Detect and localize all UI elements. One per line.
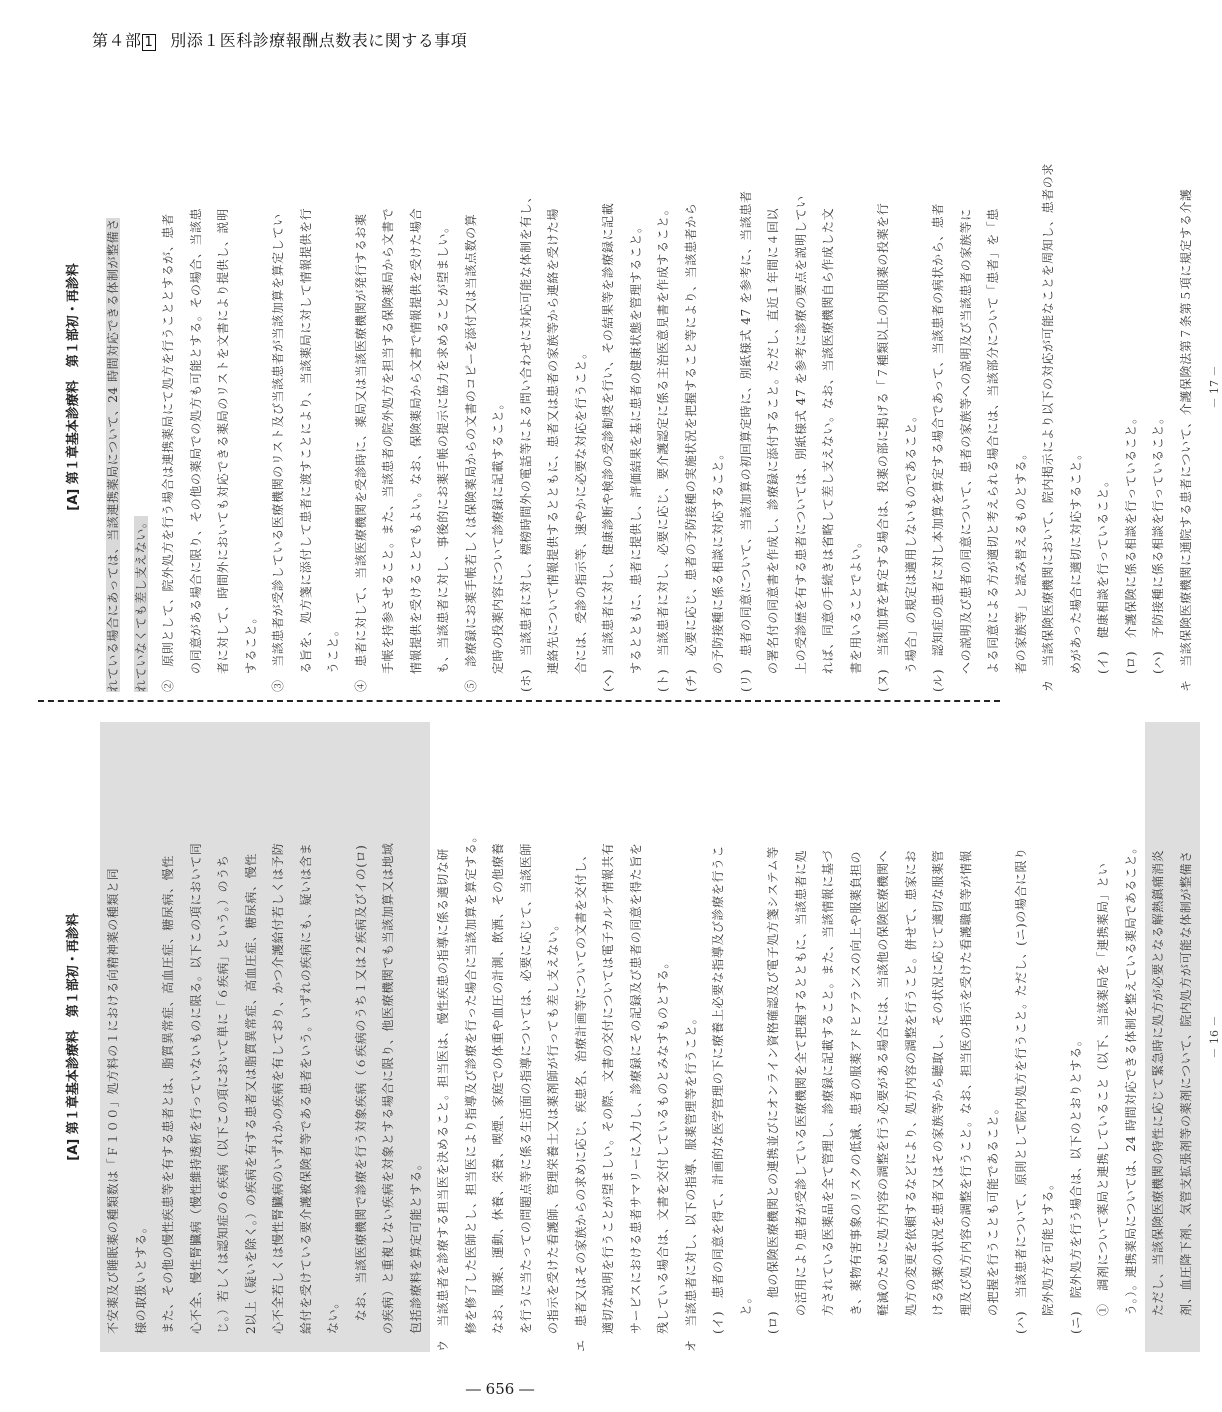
- text-line: [375, 722, 403, 1352]
- line-text: (リ) 患者の同意について、当該加算の初回算定時に、別紙様式 47 を参考に、当該患者: [738, 190, 753, 692]
- text-line: [623, 82, 651, 692]
- line-text: の同意がある場合に限り、その他の薬局での処方も可能とする。その場合、当該患: [188, 207, 203, 674]
- line-text: の疾病）と重複しない疾病を対象とする場合に限り、他医療機関でも当該加算又は地域: [381, 842, 395, 1334]
- line-text: 様の取扱いとする。: [133, 1220, 148, 1334]
- line-text: 者に対して、時間外においても対応できる薬局のリストを文書により提供し、説明: [216, 208, 230, 674]
- text-line: [870, 722, 898, 1352]
- text-line: [513, 722, 541, 1352]
- text-line: [265, 82, 293, 692]
- page-label: － 16 －: [1208, 1015, 1221, 1059]
- text-line: [210, 82, 238, 692]
- line-text: 給付を受けている要介護被保険者等である患者をいう。いずれの疾病にも、疑いは含ま: [298, 842, 313, 1334]
- text-line: [843, 82, 871, 692]
- line-text: 方されている医薬品を全て管理し、診療録に記載すること。また、当該情報に基づ: [821, 849, 835, 1316]
- text-line: [953, 722, 981, 1352]
- text-line: [815, 722, 843, 1352]
- text-line: [210, 722, 238, 1352]
- line-text: 不安薬及び睡眠薬の種類数は「Ｆ１００」処方料の１における向精神薬の種類と同: [106, 867, 120, 1334]
- line-text: キ 当該保険医療機関に通院する患者について、介護保険法第７条第５項に規定する介護: [1178, 188, 1193, 692]
- line-text: れば、同意の手続きは省略して差し支えない。なお、当該医療機関自ら作成した文: [821, 207, 835, 674]
- text-line: [238, 722, 266, 1352]
- text-line: [898, 722, 926, 1352]
- line-text: (ニ) 院外処方を行う場合は、以下のとおりとする。: [1068, 1033, 1083, 1334]
- text-line: [1063, 722, 1091, 1352]
- text-line: [568, 722, 596, 1352]
- line-text: ⑤ 診療録にお薬手帳若しくは保険薬局からの文書のコピーを添付又は当該点数の算: [463, 213, 478, 692]
- line-text: 包括診療料を算定可能とする。: [408, 1157, 423, 1334]
- line-text: う。）。連携薬局については、24 時間対応できる体制を整えている薬局であること。: [1123, 841, 1138, 1316]
- line-text: よる同意による方が適切と考えられる場合には、当該部分について「患者」を「患: [986, 208, 1000, 674]
- text-line: [183, 722, 211, 1352]
- text-line: [155, 722, 183, 1352]
- line-text: (イ) 患者の同意を得て、計画的な医学管理の下に療養上必要な指導及び診療を行うこ: [711, 844, 725, 1334]
- line-text: う場合」の規定は適用しないものであること。: [903, 409, 918, 674]
- text-line: [623, 722, 651, 1352]
- text-line: [348, 722, 376, 1352]
- text-line: [128, 82, 156, 692]
- text-line: [1173, 82, 1201, 692]
- line-text: への説明及び患者の同意について、患者の家族等への説明及び当該患者の家族等に: [958, 208, 973, 674]
- text-line: [320, 722, 348, 1352]
- line-text: めがあった場合に適切に対応すること。: [1068, 447, 1083, 674]
- line-text: 理及び処方内容の調整を行うこと。なお、担当医の指示を受けた看護職員等が情報: [958, 849, 973, 1316]
- text-line: [183, 82, 211, 692]
- line-text: る旨を、処方箋に添付して患者に渡すことにより、当該薬局に対して情報提供を行: [298, 207, 313, 674]
- text-line: [1035, 82, 1063, 692]
- line-text: 合には、受診の指示等、速やかに必要な対応を行うこと。: [573, 346, 588, 674]
- text-line: [458, 722, 486, 1352]
- line-text: オ 当該患者に対し、以下の指導、服薬管理等を行うこと。: [683, 1011, 698, 1352]
- line-text: なお、服薬、運動、休養、栄養、喫煙、家庭での体重や血圧の計測、飲酒、その他療養: [491, 842, 505, 1334]
- line-text: (ヌ) 当該加算を算定する場合は、投薬の部に掲げる「７種類以上の内服薬の投薬を行: [876, 202, 890, 692]
- text-line: [155, 82, 183, 692]
- text-line: [980, 722, 1008, 1352]
- line-text: 剤、血圧降下剤、気管支拡張剤等の薬剤について、院内処方が可能な体制が整備さ: [1178, 850, 1193, 1316]
- line-text: の把握を行うことも可能であること。: [986, 1101, 1000, 1316]
- text-line: [760, 722, 788, 1352]
- text-line: [1145, 82, 1173, 692]
- line-text: 心不全、慢性腎臓病（慢性維持透析を行っていないものに限る。以下この項において同: [188, 842, 203, 1334]
- text-line: [788, 722, 816, 1352]
- text-line: [100, 722, 128, 1352]
- text-line: [595, 722, 623, 1352]
- text-line: [705, 722, 733, 1352]
- line-text: 心不全若しくは慢性腎臓病のいずれかの疾病を有しており、かつ介護給付若しくは予防: [271, 842, 285, 1334]
- line-text: れている場合にあっては、当該連携薬局について、24 時間対応できる体制が整備さ: [106, 218, 120, 692]
- text-line: [595, 82, 623, 692]
- text-line: [1035, 722, 1063, 1352]
- line-text: (イ) 健康相談を行っていること。: [1096, 474, 1110, 674]
- line-text: と。: [738, 1290, 753, 1316]
- line-text: 書を用いることでよい。: [848, 535, 863, 674]
- line-text: の活用により患者が受診している医療機関を全て把握するとともに、当該患者に処: [793, 849, 808, 1316]
- line-text: の予防接種に係る相談に対応すること。: [711, 447, 725, 674]
- text-line: [540, 722, 568, 1352]
- line-text: (へ) 当該患者に対し、健康診断や検診の受診勧奨を行い、その結果等を診療録に記載: [601, 202, 615, 692]
- text-line: [870, 82, 898, 692]
- text-line: [925, 722, 953, 1352]
- page-divider: [38, 700, 1000, 702]
- text-line: [100, 82, 128, 692]
- text-line: [540, 82, 568, 692]
- line-text: (ハ) 当該患者について、原則として院内処方を行うこと。ただし、(ニ)の場合に限り: [1013, 847, 1028, 1334]
- text-line: [348, 82, 376, 692]
- line-text: 手帳を持参させること。また、当該患者の院外処方を担当する保険薬局から文書で: [381, 207, 395, 674]
- line-text: 修を修了した医師とし、担当医により指導及び診療を行った場合に当該加算を算定する。: [463, 829, 478, 1334]
- text-line: [1008, 82, 1036, 692]
- text-line: [843, 722, 871, 1352]
- line-text: を行うに当たっての問題点等に係る生活面の指導については、必要に応じて、当該医師: [518, 843, 533, 1334]
- text-line: [293, 82, 321, 692]
- line-text: カ 当該保険医療機関において、院内掲示により以下の対応が可能なことを周知し、患者の求: [1041, 163, 1055, 692]
- line-text: 者の家族等」と読み替えるものとする。: [1013, 447, 1028, 674]
- line-text: (チ) 必要に応じ、患者の予防接種の実施状況を把握すること等により、当該患者から: [683, 202, 698, 692]
- line-text: 処方の変更を依頼するなどにより、処方内容の調整を行うこと。併せて、患家にお: [903, 850, 918, 1316]
- text-line: [1173, 722, 1201, 1352]
- line-text: 適切な説明を行うことが望ましい。その際、文書の交付については電子カルテ情報共有: [601, 842, 615, 1334]
- line-text: (ル) 認知症の患者に対し本加算を算定する場合であって、当該患者の病状から、患者: [931, 202, 945, 692]
- line-text: 連絡先について情報提供するとともに、患者又は患者の家族等から連絡を受けた場: [546, 208, 560, 674]
- page-number: ― 656 ―: [465, 1380, 535, 1398]
- text-line: [788, 82, 816, 692]
- line-text: れていなくても差し支えない。: [133, 515, 148, 692]
- text-line: [238, 82, 266, 692]
- text-line: [925, 82, 953, 692]
- line-text: サービスにおける患者サマリーに入力し、診療録にその記録及び患者の同意を得た旨を: [628, 842, 643, 1334]
- line-text: ける残薬の状況を患者又はその家族等から聴取し、その状況に応じて適切な服薬管: [931, 849, 945, 1316]
- line-text: ① 調剤について薬局と連携していること（以下、当該薬局を「連携薬局」とい: [1096, 862, 1110, 1316]
- text-line: [128, 722, 156, 1352]
- text-line: [650, 722, 678, 1352]
- text-line: [980, 82, 1008, 692]
- line-text: の指示を受けた看護師、管理栄養士又は薬剤師が行っても差し支えない。: [546, 918, 560, 1334]
- text-line: [678, 722, 706, 1352]
- page-body: [100, 722, 1200, 1352]
- text-line: [458, 82, 486, 692]
- line-text: ③ 当該患者が受診している医療機関のリスト及び当該患者が当該加算を算定してい: [271, 213, 285, 692]
- page-title: [A] 第１章基本診療料 第１部初・再診料: [66, 263, 81, 511]
- line-text: また、その他の慢性疾患等を有する患者とは、脂質異常症、高血圧症、糖尿病、慢性: [161, 855, 175, 1334]
- line-text: エ 患者又はその家族からの求めに応じ、疾患名、治療計画等についての文書を交付し、: [573, 848, 588, 1352]
- line-text: (ト) 当該患者に対し、必要に応じ、要介護認定に係る主治医意見書を作成すること。: [656, 202, 670, 692]
- line-text: (ハ) 予防接種に係る相談を行っていること。: [1151, 411, 1165, 674]
- text-line: [678, 82, 706, 692]
- text-line: [430, 722, 458, 1352]
- line-text: の署名付の同意書を作成し、診療録に添付すること。ただし、直近１年間に４回以: [766, 207, 780, 674]
- header-title: 別添１医科診療報酬点数表に関する事項: [170, 31, 468, 50]
- text-line: [815, 82, 843, 692]
- line-text: 定時の投薬内容について診療録に記載すること。: [491, 397, 505, 674]
- text-line: [293, 722, 321, 1352]
- text-line: [1118, 722, 1146, 1352]
- text-line: [403, 82, 431, 692]
- text-line: [265, 722, 293, 1352]
- part-label: 第４部: [92, 31, 142, 50]
- line-text: 残している場合は、文書を交付しているものとみなすものとする。: [656, 955, 670, 1334]
- line-text: じ。）若しくは認知症の６疾病（以下この項において単に「６疾病」という。）のうち: [216, 854, 230, 1334]
- line-text: すること。: [243, 610, 258, 674]
- text-line: [650, 82, 678, 692]
- text-line: [898, 82, 926, 692]
- text-line: [733, 82, 761, 692]
- boxed-number: 1: [142, 34, 157, 51]
- page-16: [62, 722, 1222, 1352]
- line-text: ウ 当該患者を診療する担当医を決めること。担当医は、慢性疾患の指導に係る適切な研: [436, 847, 450, 1352]
- line-text: (ロ) 介護保険に係る相談を行っていること。: [1123, 411, 1138, 674]
- text-line: [1145, 722, 1173, 1352]
- text-line: [568, 82, 596, 692]
- page-17: [62, 82, 1222, 692]
- text-line: [1090, 722, 1118, 1352]
- document-header: [92, 28, 467, 51]
- line-text: 軽減のために処方内容の調整を行う必要がある場合には、当該他の保険医療機関へ: [876, 849, 890, 1316]
- text-line: [760, 82, 788, 692]
- line-text: ない。: [326, 1296, 340, 1334]
- text-line: [375, 82, 403, 692]
- page-title: [A] 第１章基本診療料 第１部初・再診料: [66, 913, 81, 1161]
- text-line: [1118, 82, 1146, 692]
- line-text: ただし、当該保険医療機関の特性に応じて緊急時に処方が必要となる解熱鎮痛消炎: [1151, 849, 1165, 1316]
- text-line: [513, 82, 541, 692]
- text-line: [953, 82, 981, 692]
- line-text: (ロ) 他の保険医療機関との連携並びにオンライン資格確認及び電子処方箋システム等: [766, 846, 780, 1334]
- line-text: うこと。: [326, 623, 340, 674]
- line-text: ④ 患者に対して、当該医療機関を受診時に、薬局又は当該医療機関が発行するお薬: [353, 213, 368, 692]
- line-text: (ホ) 当該患者に対し、標榜時間外の電話等による問い合わせに対応可能な体制を有し、: [518, 190, 533, 692]
- line-text: 2以上（疑いを除く。）の疾病を有する患者又は脂質異常症、高血圧症、糖尿病、慢性: [243, 853, 258, 1334]
- line-text: 院外処方を可能とする。: [1041, 1177, 1055, 1316]
- line-text: 上の受診歴を有する患者については、別紙様式 47 を参考に診療の要点を説明してい: [793, 195, 808, 674]
- line-text: なお、当該医療機関で診療を行う対象疾病（６疾病のうち１又は２疾病及びイの(ロ): [353, 844, 368, 1334]
- text-line: [485, 722, 513, 1352]
- text-line: [430, 82, 458, 692]
- line-text: するとともに、患者に提供し、評価結果を基に患者の健康状態を管理すること。: [628, 220, 643, 674]
- text-line: [1090, 82, 1118, 692]
- text-line: [733, 722, 761, 1352]
- text-line: [705, 82, 733, 692]
- page-label: － 17 －: [1208, 365, 1221, 409]
- text-line: [403, 722, 431, 1352]
- text-line: [1008, 722, 1036, 1352]
- line-text: も、当該患者に対し、事後的にお薬手帳の提示に協力を求めることが望ましい。: [436, 220, 450, 674]
- text-line: [485, 82, 513, 692]
- line-text: き、薬物有害事象のリスクの低減、患者の服薬アドヒアランスの向上や服薬負担の: [848, 850, 863, 1316]
- text-line: [1063, 82, 1091, 692]
- line-text: 情報提供を受けることでもよい。なお、保険薬局から文書で情報提供を受けた場合: [408, 207, 423, 674]
- page-body: [100, 82, 1200, 692]
- line-text: ② 原則として、院外処方を行う場合は連携薬局にて処方を行うこととするが、患者: [161, 213, 175, 692]
- text-line: [320, 82, 348, 692]
